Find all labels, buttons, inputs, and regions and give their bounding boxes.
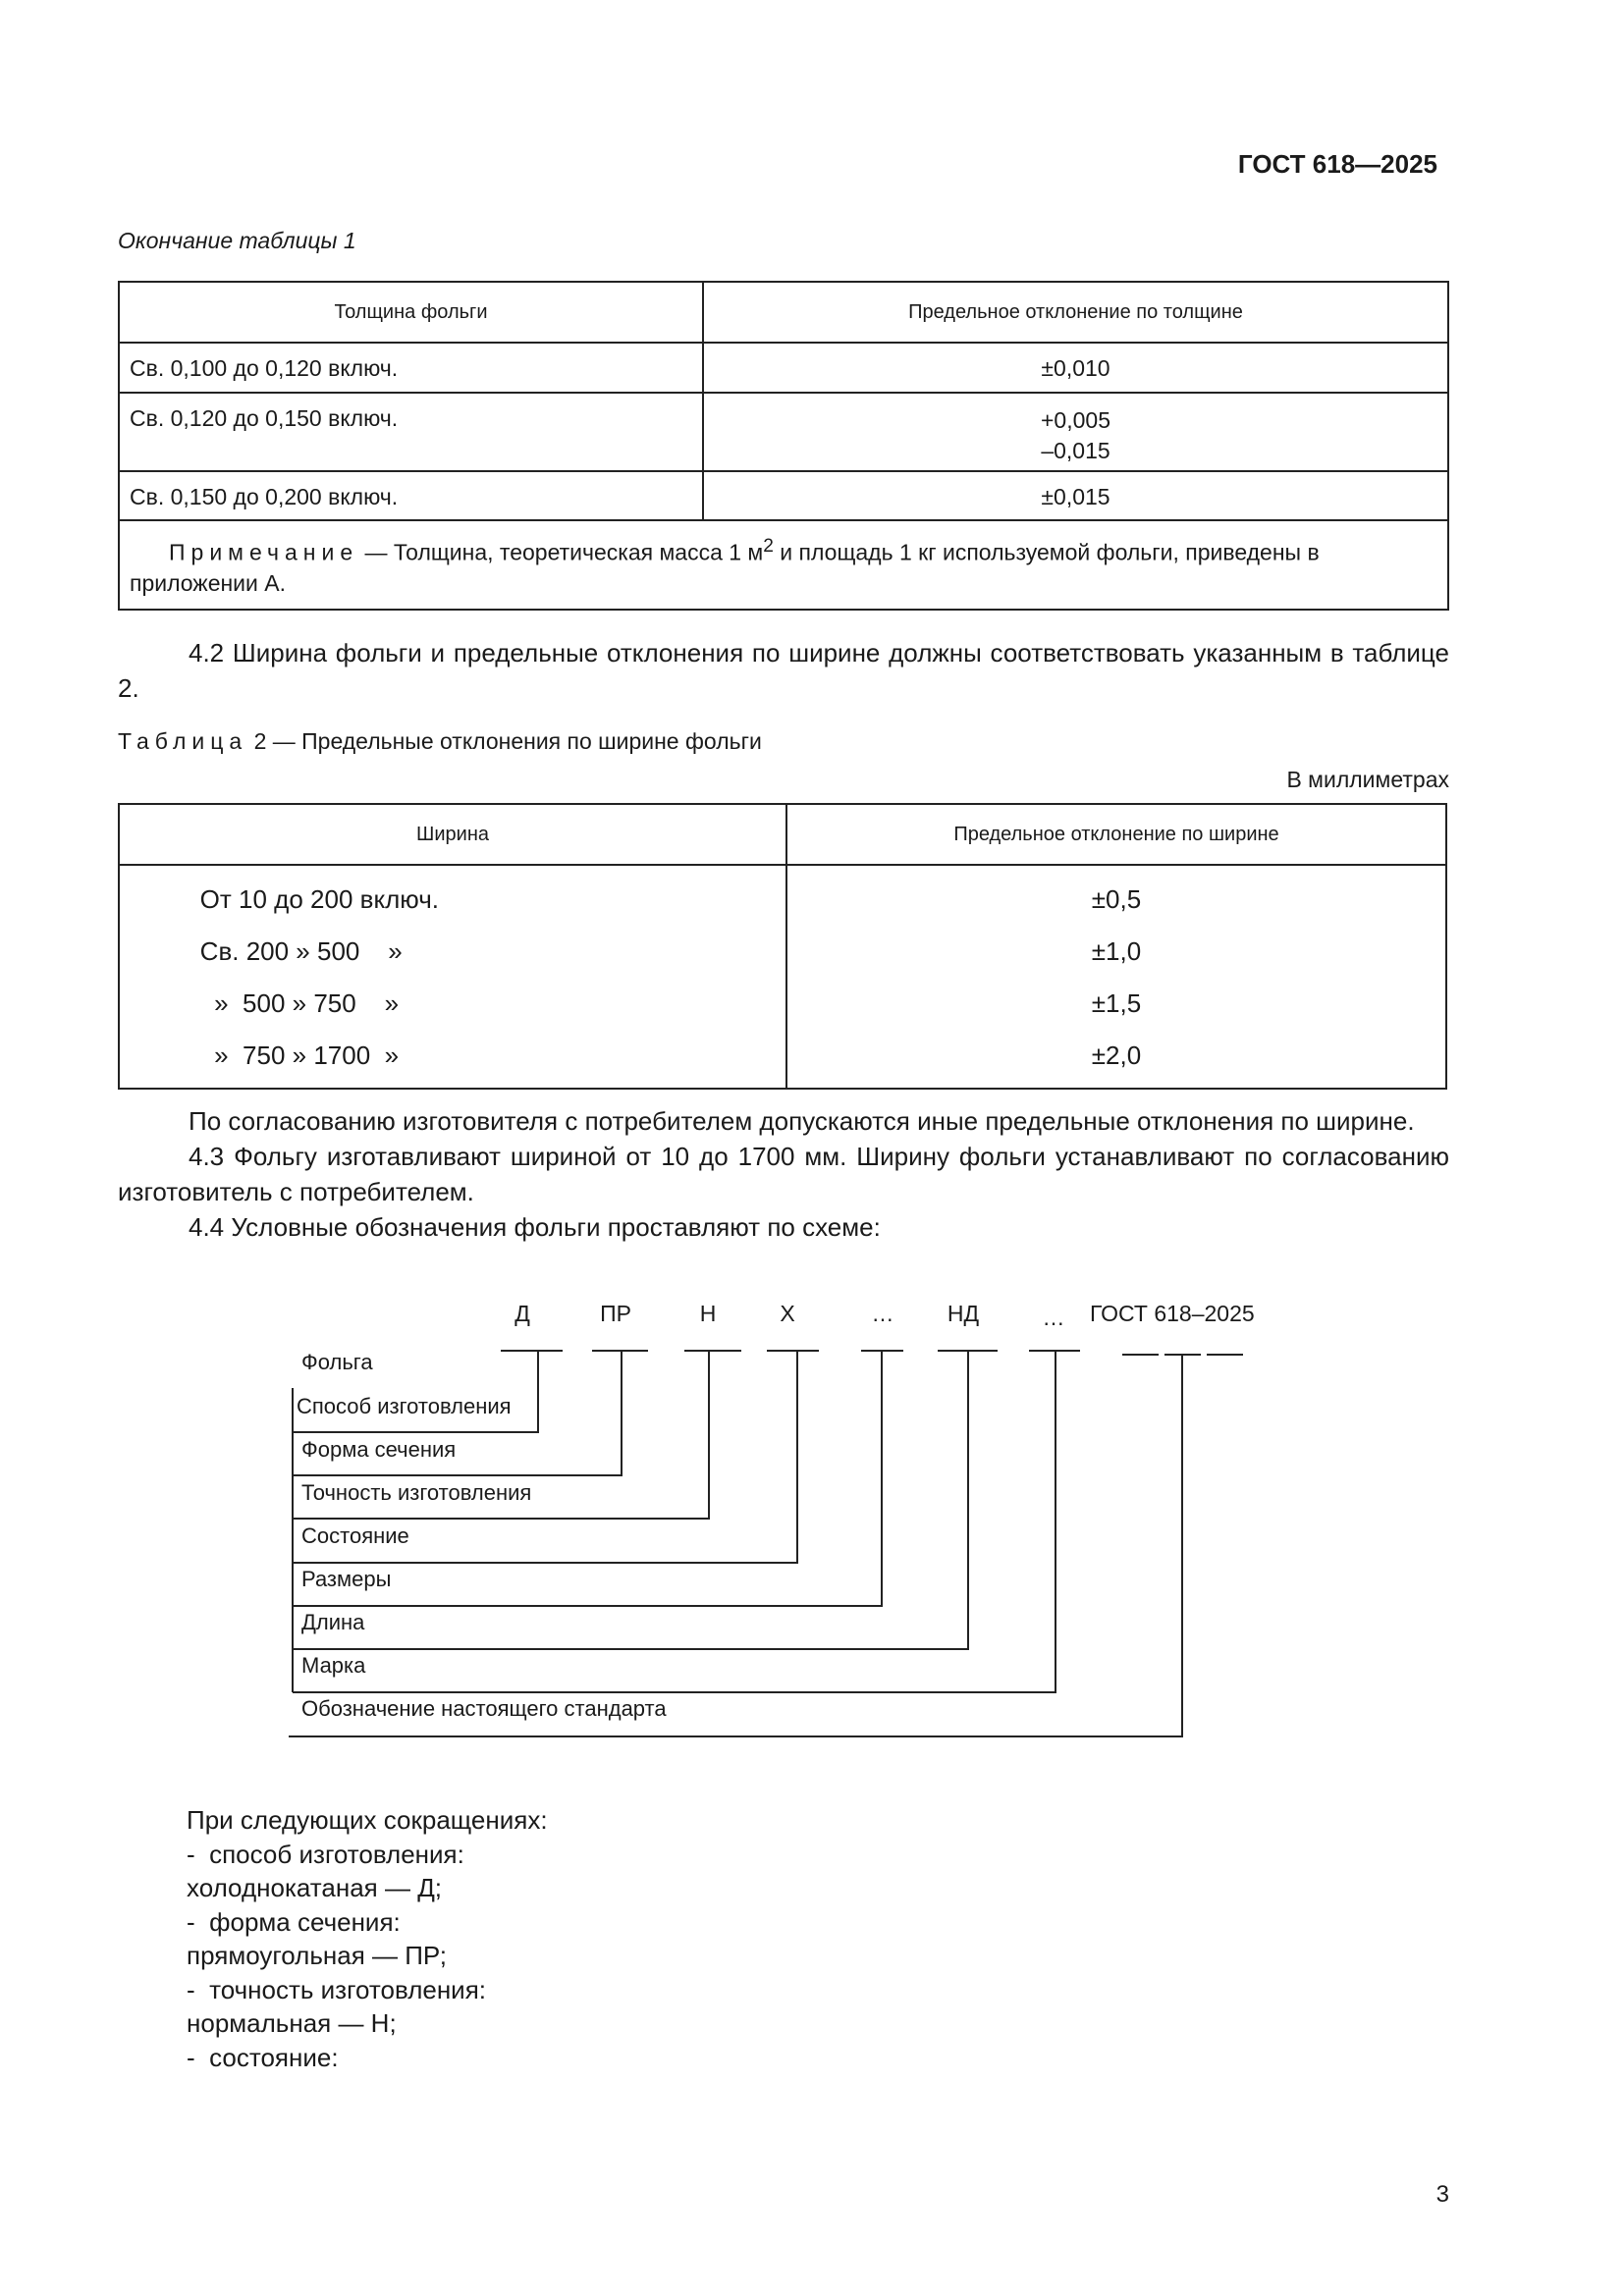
deviation-column: [786, 865, 1446, 1089]
scheme-codes: [514, 1301, 1254, 1330]
table1-continuation-label: Окончание таблицы 1: [118, 228, 356, 253]
table-row: [119, 393, 1448, 471]
label-foil: Фольга: [301, 1350, 373, 1374]
legend-line: - состояние:: [187, 2042, 339, 2072]
label-grade: Марка: [301, 1653, 366, 1678]
code-section: ПР: [600, 1301, 631, 1326]
label-length: Длина: [301, 1610, 365, 1634]
legend-line: нормальная — Н;: [187, 2008, 397, 2038]
table-2-width-deviations: [118, 803, 1447, 1090]
note-text: — Толщина, теоретическая масса 1 м: [358, 539, 764, 565]
deviation-value: ±0,010: [1041, 355, 1110, 381]
note-label: Примечание: [169, 539, 359, 565]
label-standard: Обозначение настоящего стандарта: [301, 1696, 667, 1721]
section-4-2: 4.2 Ширина фольги и предельные отклонения по ширине должны соответствовать указанным в таблице 2.: [118, 638, 1449, 703]
width-value: » 500 » 750 »: [179, 988, 400, 1018]
table-row: [119, 471, 1448, 520]
label-sizes: Размеры: [301, 1567, 392, 1591]
thickness-cell: Св. 0,100 до 0,120 включ.: [119, 343, 703, 393]
code-sizes: …: [871, 1301, 894, 1326]
table2-caption-label: Таблица: [118, 728, 248, 754]
code-accuracy: Н: [699, 1301, 717, 1326]
width-deviation: ±1,0: [1091, 936, 1142, 966]
label-method: Способ изготовления: [297, 1394, 512, 1418]
agreement-paragraph: По согласованию изготовителя с потребителем допускаются иные предельные отклонения по ширине.: [189, 1106, 1415, 1136]
column-header: Ширина: [119, 804, 786, 865]
section-4-4: 4.4 Условные обозначения фольги проставляют по схеме:: [189, 1212, 881, 1242]
table-header-row: [119, 282, 1448, 343]
table-1-thickness-deviations: [118, 281, 1449, 611]
column-header: Толщина фольги: [119, 282, 703, 343]
legend-intro: При следующих сокращениях:: [187, 1805, 548, 1835]
deviation-upper: +0,005: [1041, 407, 1110, 433]
table-header-row: [119, 804, 1446, 865]
code-standard: ГОСТ 618–2025: [1090, 1301, 1255, 1326]
width-column: [119, 865, 786, 1089]
scheme-labels: [297, 1350, 667, 1721]
note-text-end: и площадь 1 кг используемой фольги, приведены в приложении А.: [130, 539, 1320, 596]
deviation-value: ±0,015: [1041, 484, 1110, 509]
table-note-row: [119, 520, 1448, 610]
abbreviations-legend: [187, 1803, 548, 2074]
legend-line: холоднокатаная — Д;: [187, 1873, 443, 1902]
table2-caption: [118, 728, 762, 755]
width-deviation: ±1,5: [1091, 988, 1142, 1018]
legend-line: - способ изготовления:: [187, 1839, 464, 1869]
code-grade: …: [1042, 1305, 1065, 1330]
width-deviation: ±0,5: [1091, 884, 1142, 914]
code-method: Д: [514, 1301, 530, 1326]
column-header: Предельное отклонение по толщине: [703, 282, 1448, 343]
width-deviation: ±2,0: [1091, 1041, 1142, 1070]
width-value: Св. 200 » 500 »: [179, 936, 403, 966]
label-state: Состояние: [301, 1523, 409, 1548]
label-accuracy: Точность изготовления: [301, 1480, 532, 1505]
code-length: НД: [947, 1301, 980, 1326]
table-row: [119, 343, 1448, 393]
deviation-cell: [703, 343, 1448, 393]
label-section: Форма сечения: [301, 1437, 457, 1462]
document-code: ГОСТ 618—2025: [1237, 149, 1437, 179]
width-value: » 750 » 1700 »: [179, 1041, 400, 1070]
table2-units: В миллиметрах: [1286, 767, 1449, 792]
code-state: Х: [780, 1301, 795, 1326]
width-value: От 10 до 200 включ.: [179, 884, 439, 914]
legend-line: - точность изготовления:: [187, 1974, 487, 2004]
table2-caption-text: 2 — Предельные отклонения по ширине фольги: [247, 728, 762, 754]
legend-line: - форма сечения:: [187, 1906, 401, 1937]
page-number: 3: [1435, 2181, 1449, 2208]
table-body: [119, 865, 1446, 1089]
section-4-3: 4.3 Фольгу изготавливают шириной от 10 до 1700 мм. Ширину фольги устанавливают по согласованию изготовитель с потребителем.: [118, 1142, 1449, 1206]
note-superscript: 2: [763, 536, 774, 557]
body-text: [118, 1103, 1449, 1245]
table-note: [119, 520, 1448, 610]
thickness-cell: Св. 0,150 до 0,200 включ.: [119, 471, 703, 520]
thickness-cell: Св. 0,120 до 0,150 включ.: [119, 393, 703, 471]
column-header: Предельное отклонение по ширине: [786, 804, 1446, 865]
deviation-lower: –0,015: [1041, 438, 1110, 463]
deviation-cell: [703, 471, 1448, 520]
deviation-cell: [703, 393, 1448, 471]
designation-scheme: [0, 1294, 1624, 1755]
legend-line: прямоугольная — ПР;: [187, 1941, 447, 1970]
